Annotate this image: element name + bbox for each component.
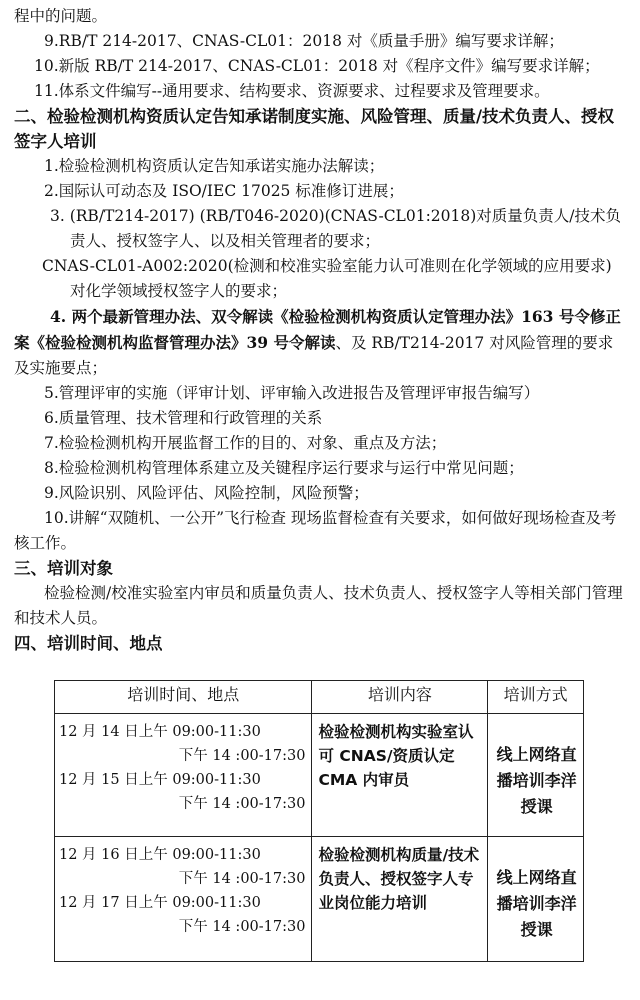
table-row — [55, 714, 584, 837]
list-item: 6.质量管理、技术管理和行政管理的关系 — [44, 409, 323, 427]
list-item: CNAS-CL01-A002:2020(检测和校准实验室能力认可准则在化学领域的应用要求) 对化学领域授权签字人的要求； — [42, 257, 612, 300]
pm-line: 下午 14 :00-17:30 — [178, 748, 306, 764]
column-header: 培训方式 — [488, 681, 584, 714]
schedule-table — [54, 680, 584, 962]
date-line: 12 月 17 日上午 09:00-11:30 — [59, 895, 261, 911]
list-item: 7.检验检测机构开展监督工作的目的、对象、重点及方法； — [44, 434, 447, 452]
list-item: 11.体系文件编写--通用要求、结构要求、资源要求、过程要求及管理要求。 — [34, 82, 550, 100]
list-item: 10.新版 RB/T 214-2017、CNAS-CL01：2018 对《程序文件》编写要求详解； — [34, 57, 600, 75]
list-item: 1.检验检测机构资质认定告知承诺实施办法解读； — [44, 157, 385, 175]
list-item: 4. 两个最新管理办法、双令解读《检验检测机构资质认定管理办法》163 号令修正案《检验检测机构监督管理办法》39 号令解读、及 RB/T214-2017 对风险管理的要求及实施要点； — [14, 307, 621, 377]
pm-line: 下午 14 :00-17:30 — [178, 919, 306, 935]
list-item: 10.讲解“双随机、一公开”飞行检查 现场监督检查有关要求，如何做好现场检查及考核工作。 — [14, 509, 617, 552]
column-header: 培训内容 — [312, 681, 488, 714]
method-cell: 线上网络直播培训李洋授课 — [488, 714, 584, 837]
section-heading-4: 四、培训时间、地点 — [14, 634, 163, 653]
method-cell: 线上网络直播培训李洋授课 — [488, 837, 584, 962]
list-item: 2.国际认可动态及 ISO/IEC 17025 标准修订进展； — [44, 182, 404, 200]
text-line: 程中的问题。 — [14, 7, 108, 25]
list-item: 9.RB/T 214-2017、CNAS-CL01：2018 对《质量手册》编写要求详解； — [44, 32, 564, 50]
time-cell — [55, 714, 312, 837]
table-row — [55, 837, 584, 962]
column-header: 培训时间、地点 — [55, 681, 312, 714]
content-cell: 检验检测机构质量/技术负责人、授权签字人专业岗位能力培训 — [312, 837, 488, 962]
table-header-row — [55, 681, 584, 714]
time-cell — [55, 837, 312, 962]
list-item: 3. (RB/T214-2017) (RB/T046-2020)(CNAS-CL01:2018)对质量负责人/技术负责人、授权签字人、以及相关管理者的要求； — [50, 207, 622, 250]
date-line: 12 月 14 日上午 09:00-11:30 — [59, 724, 261, 740]
list-item: 9.风险识别、风险评估、风险控制，风险预警； — [44, 484, 369, 502]
section-heading-2: 二、检验检测机构资质认定告知承诺制度实施、风险管理、质量/技术负责人、授权签字人培训 — [14, 107, 615, 151]
paragraph: 检验检测/校准实验室内审员和质量负责人、技术负责人、授权签字人等相关部门管理和技术人员。 — [14, 584, 623, 627]
pm-line: 下午 14 :00-17:30 — [178, 871, 306, 887]
date-line: 12 月 15 日上午 09:00-11:30 — [59, 772, 261, 788]
content-cell: 检验检测机构实验室认可 CNAS/资质认定 CMA 内审员 — [312, 714, 488, 837]
list-item: 8.检验检测机构管理体系建立及关键程序运行要求与运行中常见问题； — [44, 459, 524, 477]
list-item: 5.管理评审的实施（评审计划、评审输入改进报告及管理评审报告编写） — [44, 384, 540, 402]
section-heading-3: 三、培训对象 — [14, 559, 113, 578]
date-line: 12 月 16 日上午 09:00-11:30 — [59, 847, 261, 863]
pm-line: 下午 14 :00-17:30 — [178, 796, 306, 812]
